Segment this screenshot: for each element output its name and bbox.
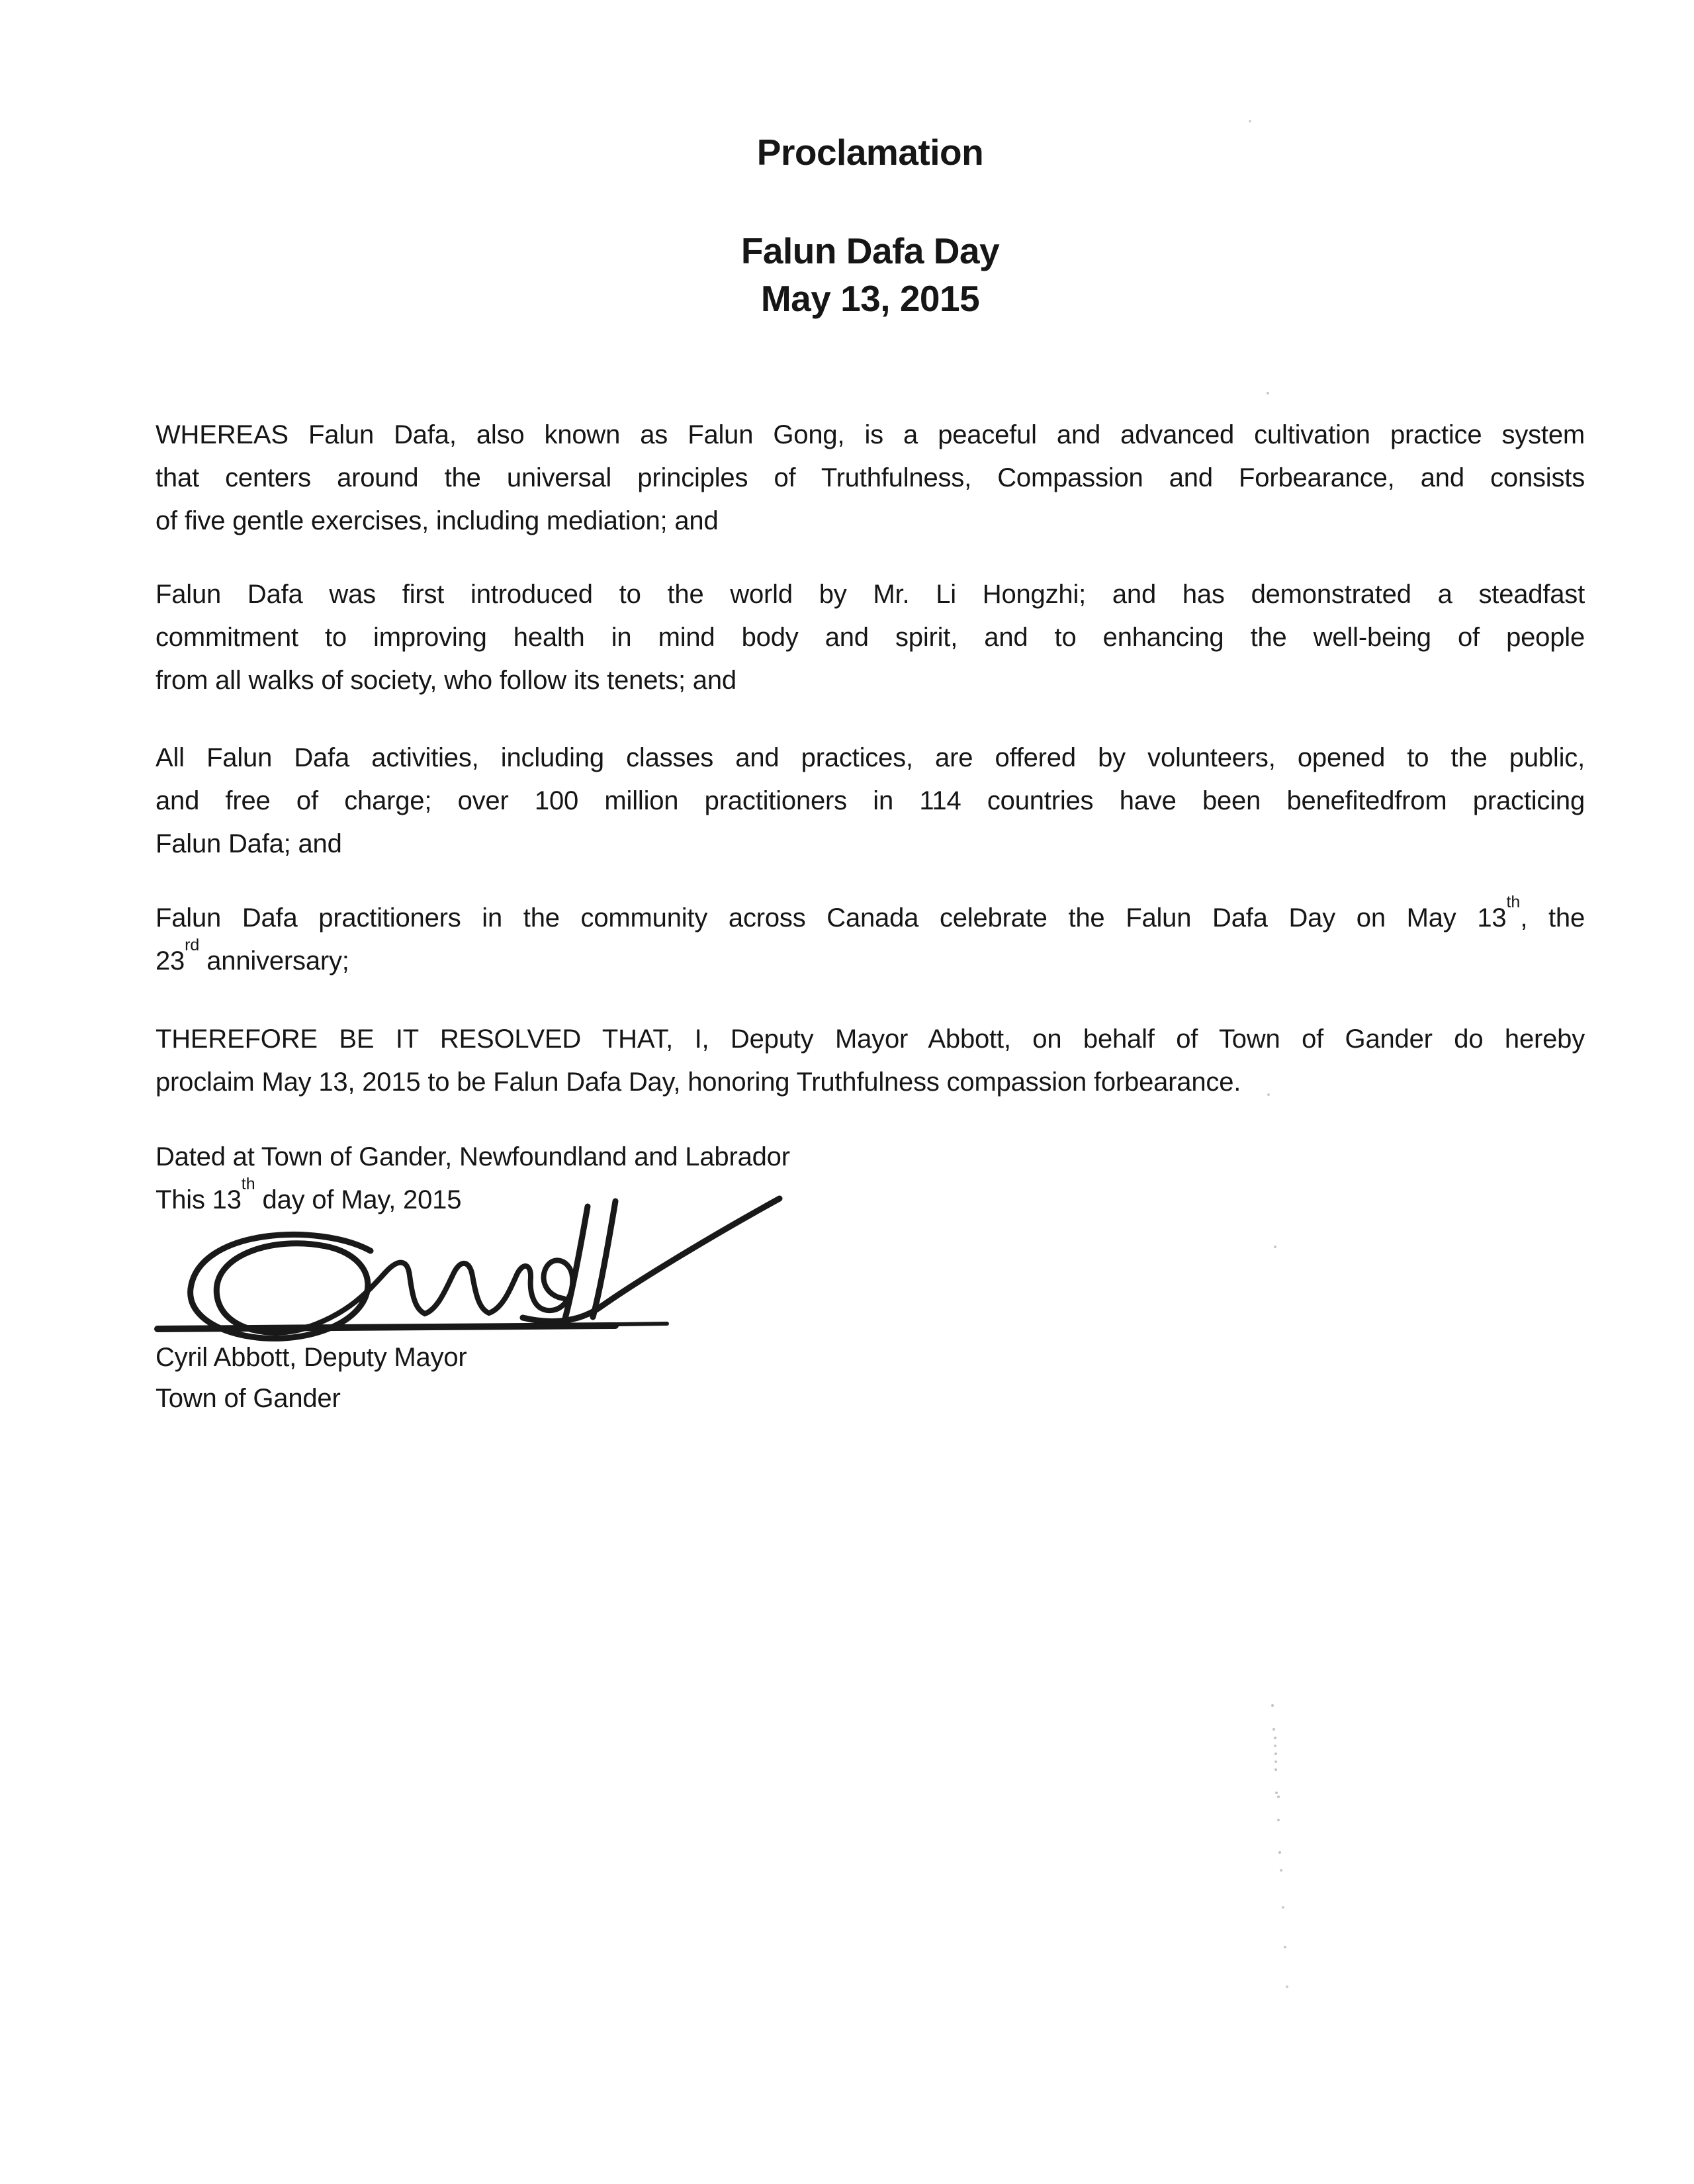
text-line: proclaim May 13, 2015 to be Falun Dafa Day, honoring Truthfulness compassion forbearance. bbox=[156, 1068, 1241, 1097]
page-title: Proclamation bbox=[756, 132, 984, 173]
scan-artifact-dots bbox=[0, 0, 3, 3]
text-line: Dated at Town of Gander, Newfoundland and Labrador bbox=[156, 1142, 790, 1171]
text-line bbox=[156, 935, 1585, 983]
text-segment: anniversary; bbox=[199, 946, 349, 976]
signatory-block bbox=[156, 1337, 467, 1419]
text-line: All Falun Dafa activities, including classes and practices, are offered by volunteers, opened to the public, bbox=[156, 743, 1585, 772]
text-line: Falun Dafa; and bbox=[156, 829, 342, 858]
text-segment: This 13 bbox=[156, 1185, 242, 1214]
text-line: Falun Dafa was first introduced to the world by Mr. Li Hongzhi; and has demonstrated a steadfast bbox=[156, 580, 1585, 609]
ordinal-superscript: th bbox=[1506, 892, 1521, 911]
text-segment: day of May, 2015 bbox=[255, 1185, 462, 1214]
document-body bbox=[156, 0, 1585, 1222]
text-line: WHEREAS Falun Dafa, also known as Falun Gong, is a peaceful and advanced cultivation practice system bbox=[156, 420, 1585, 449]
paragraph-activities bbox=[156, 737, 1585, 866]
signatory-org: Town of Gander bbox=[156, 1384, 341, 1413]
text-line: of five gentle exercises, including mediation; and bbox=[156, 506, 719, 535]
paragraph-anniversary bbox=[156, 892, 1585, 983]
ordinal-superscript: th bbox=[241, 1174, 255, 1193]
paragraph-resolution bbox=[156, 1018, 1585, 1104]
text-line: from all walks of society, who follow its tenets; and bbox=[156, 666, 736, 695]
paragraph-whereas bbox=[156, 414, 1585, 543]
signatory-name: Cyril Abbott, Deputy Mayor bbox=[156, 1343, 467, 1372]
text-segment: 23 bbox=[156, 946, 185, 976]
paragraph-introduction bbox=[156, 573, 1585, 702]
text-segment: Falun Dafa practitioners in the community across Canada celebrate the Falun Dafa Day on May 13 bbox=[156, 903, 1507, 933]
text-line: that centers around the universal principles of Truthfulness, Compassion and Forbearance, and consists bbox=[156, 463, 1585, 492]
text-line: THEREFORE BE IT RESOLVED THAT, I, Deputy Mayor Abbott, on behalf of Town of Gander do hereby bbox=[156, 1024, 1585, 1054]
event-title-block bbox=[156, 227, 1585, 322]
text-segment: , the bbox=[1520, 903, 1585, 933]
text-line bbox=[156, 892, 1585, 940]
text-line: and free of charge; over 100 million practitioners in 114 countries have been benefitedfrom practicing bbox=[156, 786, 1585, 815]
event-date: May 13, 2015 bbox=[760, 278, 980, 319]
ordinal-superscript: rd bbox=[185, 935, 200, 954]
event-name: Falun Dafa Day bbox=[740, 230, 1000, 271]
text-line: commitment to improving health in mind body and spirit, and to enhancing the well-being of people bbox=[156, 623, 1585, 652]
